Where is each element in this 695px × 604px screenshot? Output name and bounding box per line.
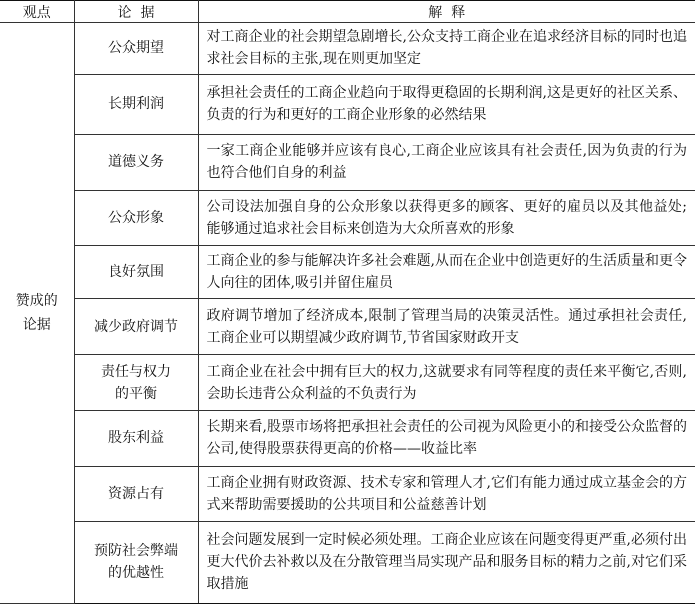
view-label-line1: 赞成的 xyxy=(15,293,58,309)
explanation-cell: 工商企业拥有财政资源、技术专家和管理人才,它们有能力通过成立基金会的方式来帮助需要援助的公共项目和公益慈善计划 xyxy=(198,466,695,521)
header-view: 观点 xyxy=(0,1,74,23)
argument-cell xyxy=(74,410,198,466)
table-row xyxy=(0,299,695,355)
argument-cell xyxy=(74,521,198,603)
table-row xyxy=(0,190,695,246)
explanation-cell: 承担社会责任的工商企业趋向于取得更稳固的长期利润,这是更好的社区关系、负责的行为和更好的工商企业形象的必然结果 xyxy=(198,74,695,134)
view-label-line2: 论据 xyxy=(22,317,51,333)
explanation-cell: 社会问题发展到一定时候必须处理。工商企业应该在问题变得更严重,必须付出更大代价去补救以及在分散管理当局实现产品和服务目标的精力之前,对它们采取措施 xyxy=(198,521,695,603)
table-row xyxy=(0,246,695,299)
explanation-cell: 政府调节增加了经济成本,限制了管理当局的决策灵活性。通过承担社会责任,工商企业可以期望减少政府调节,节省国家财政开支 xyxy=(198,299,695,355)
header-explanation: 解 释 xyxy=(198,1,695,23)
argument-cell xyxy=(74,246,198,299)
argument-line1: 道德义务 xyxy=(108,154,164,171)
table-row xyxy=(0,134,695,190)
argument-cell xyxy=(74,190,198,246)
explanation-cell: 工商企业的参与能解决许多社会难题,从而在企业中创造更好的生活质量和更令人向往的团体,吸引并留住雇员 xyxy=(198,246,695,299)
argument-line1: 责任与权力 xyxy=(101,363,171,380)
view-cell xyxy=(0,23,74,604)
table-row xyxy=(0,23,695,75)
header-row xyxy=(0,1,695,23)
argument-line1: 减少政府调节 xyxy=(94,318,178,335)
argument-line1: 公众形象 xyxy=(108,210,164,226)
table-row xyxy=(0,410,695,466)
argument-line2: 的优越性 xyxy=(108,565,164,582)
argument-cell xyxy=(74,355,198,411)
explanation-cell: 对工商企业的社会期望急剧增长,公众支持工商企业在追求经济目标的同时也追求社会目标的主张,现在则更加坚定 xyxy=(198,23,695,75)
argument-cell xyxy=(74,299,198,355)
argument-line1: 长期利润 xyxy=(108,96,164,113)
explanation-cell: 一家工商企业能够并应该有良心,工商企业应该具有社会责任,因为负责的行为也符合他们自身的利益 xyxy=(198,134,695,190)
table-row xyxy=(0,355,695,411)
table-row xyxy=(0,521,695,603)
table-row xyxy=(0,466,695,521)
argument-line1: 股东利益 xyxy=(108,430,164,447)
argument-line1: 良好氛围 xyxy=(108,264,164,281)
header-argument: 论 据 xyxy=(74,1,198,23)
argument-cell xyxy=(74,74,198,134)
argument-cell xyxy=(74,23,198,75)
argument-line2: 的平衡 xyxy=(115,385,157,402)
table-row xyxy=(0,74,695,134)
argument-cell xyxy=(74,134,198,190)
argument-line1: 预防社会弊端 xyxy=(94,543,178,560)
explanation-cell: 工商企业在社会中拥有巨大的权力,这就要求有同等程度的责任来平衡它,否则,会助长违背公众利益的不负责行为 xyxy=(198,355,695,411)
explanation-cell: 公司设法加强自身的公众形象以获得更多的顾客、更好的雇员以及其他益处;能够通过追求社会目标来创造为大众所喜欢的形象 xyxy=(198,190,695,246)
argument-line1: 公众期望 xyxy=(108,40,164,57)
explanation-cell: 长期来看,股票市场将把承担社会责任的公司视为风险更小的和接受公众监督的公司,使得股票获得更高的价格——收益比率 xyxy=(198,410,695,466)
argument-cell xyxy=(74,466,198,521)
argument-line1: 资源占有 xyxy=(108,485,164,502)
